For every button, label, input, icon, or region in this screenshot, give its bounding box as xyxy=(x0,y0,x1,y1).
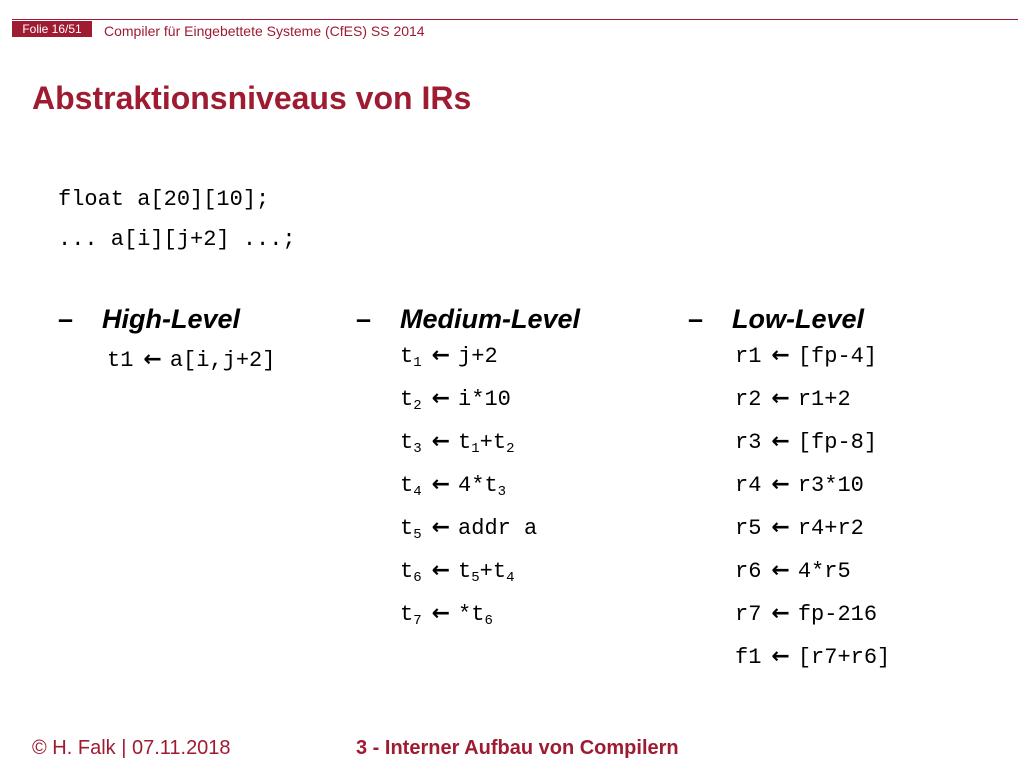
low-line-1 xyxy=(735,342,877,371)
assign-arrow-icon: ← xyxy=(431,601,451,626)
low-line-2 xyxy=(735,385,851,414)
code-expression: ... a[i][j+2] ...; xyxy=(58,227,296,252)
low-rhs: [r7+r6] xyxy=(797,645,891,670)
high-level-dash: – xyxy=(58,304,74,334)
page-title: Abstraktionsniveaus von IRs xyxy=(32,80,472,116)
low-line-4 xyxy=(735,471,864,500)
medium-lhs: $t_2$ xyxy=(400,387,422,414)
course-title: Compiler für Eingebettete Systeme (CfES) SS 2014 xyxy=(104,23,425,39)
medium-rhs: $+t_4$ xyxy=(479,559,515,586)
low-level-heading xyxy=(688,302,864,336)
medium-rhs-subscript: 3 xyxy=(497,484,507,500)
medium-line-2 xyxy=(400,385,511,414)
medium-line-4 xyxy=(400,471,506,500)
high-rhs: a[i,j+2] xyxy=(169,348,276,373)
low-line-3 xyxy=(735,428,877,457)
medium-lhs-subscript: 3 xyxy=(413,441,422,457)
low-lhs: r4 xyxy=(735,473,762,498)
medium-lhs: $t_7$ xyxy=(400,602,422,629)
medium-rhs-subscript: 6 xyxy=(484,613,493,629)
medium-rhs: addr a xyxy=(458,516,538,541)
medium-rhs-subscript: 2 xyxy=(506,441,515,457)
low-rhs: r3*10 xyxy=(797,473,864,498)
medium-lhs: $t_6$ xyxy=(400,559,422,586)
high-level-title: High-Level xyxy=(102,304,241,334)
medium-lhs-subscript: 2 xyxy=(413,398,422,414)
medium-lhs: $t_1$ xyxy=(400,344,422,371)
assign-arrow-icon: ← xyxy=(771,343,790,368)
low-line-7 xyxy=(735,600,877,629)
low-lhs: r5 xyxy=(735,516,762,541)
assign-arrow-icon: ← xyxy=(143,347,162,372)
medium-rhs: j+2 xyxy=(458,344,498,369)
medium-lhs: $t_5$ xyxy=(400,516,422,543)
footer-chapter: 3 - Interner Aufbau von Compilern xyxy=(356,737,679,759)
low-rhs: [fp-8] xyxy=(797,430,878,455)
low-level-dash: – xyxy=(688,304,704,334)
medium-lhs-subscript: 5 xyxy=(413,527,422,543)
low-lhs: r6 xyxy=(735,559,762,584)
low-line-5 xyxy=(735,514,864,543)
medium-lhs: $t_3$ xyxy=(400,430,422,457)
low-lhs: r7 xyxy=(735,602,762,627)
low-rhs: [fp-4] xyxy=(797,344,878,369)
medium-rhs-subscript: 4 xyxy=(506,570,515,586)
assign-arrow-icon: ← xyxy=(771,601,790,626)
code-declaration: float a[20][10]; xyxy=(58,187,270,212)
low-lhs: f1 xyxy=(735,645,762,670)
medium-rhs: $t_5$ xyxy=(458,559,480,586)
assign-arrow-icon: ← xyxy=(431,472,451,497)
low-rhs: fp-216 xyxy=(797,602,878,627)
low-lhs: r3 xyxy=(735,430,762,455)
assign-arrow-icon: ← xyxy=(771,644,790,669)
medium-line-7 xyxy=(400,600,493,629)
medium-lhs-subscript: 4 xyxy=(413,484,422,500)
medium-level-title: Medium-Level xyxy=(400,304,581,334)
assign-arrow-icon: ← xyxy=(431,429,451,454)
medium-rhs: i*10 xyxy=(458,387,511,412)
medium-rhs: $+t_2$ xyxy=(479,430,515,457)
medium-rhs: $t_1$ xyxy=(458,430,480,457)
medium-lhs-subscript: 1 xyxy=(413,355,422,371)
medium-rhs-subscript: 5 xyxy=(471,570,480,586)
medium-rhs: $4*t_3$ xyxy=(458,473,507,500)
medium-level-dash: – xyxy=(356,304,372,334)
medium-level-heading xyxy=(356,302,580,336)
assign-arrow-icon: ← xyxy=(771,472,790,497)
low-rhs: r4+r2 xyxy=(797,516,864,541)
medium-rhs-subscript: 1 xyxy=(471,441,480,457)
medium-line-6 xyxy=(400,557,514,586)
assign-arrow-icon: ← xyxy=(771,558,790,583)
assign-arrow-icon: ← xyxy=(771,515,790,540)
low-lhs: r2 xyxy=(735,387,762,412)
low-level-title: Low-Level xyxy=(732,304,865,334)
assign-arrow-icon: ← xyxy=(431,558,451,583)
slide-number-badge: Folie 16/51 xyxy=(12,21,92,37)
high-level-heading xyxy=(58,302,240,336)
assign-arrow-icon: ← xyxy=(431,343,451,368)
header-divider xyxy=(12,19,1018,20)
medium-line-5 xyxy=(400,514,537,543)
assign-arrow-icon: ← xyxy=(431,386,451,411)
assign-arrow-icon: ← xyxy=(431,515,451,540)
medium-lhs: $t_4$ xyxy=(400,473,422,500)
low-rhs: 4*r5 xyxy=(797,559,851,584)
medium-rhs: $*t_6$ xyxy=(458,602,493,629)
medium-line-1 xyxy=(400,342,498,371)
medium-line-3 xyxy=(400,428,514,457)
low-line-8 xyxy=(735,643,890,672)
low-rhs: r1+2 xyxy=(797,387,851,412)
footer-author: © H. Falk | 07.11.2018 xyxy=(32,737,231,759)
high-lhs: t1 xyxy=(107,348,134,373)
assign-arrow-icon: ← xyxy=(771,386,790,411)
low-lhs: r1 xyxy=(735,344,762,369)
medium-lhs-subscript: 7 xyxy=(413,613,422,629)
assign-arrow-icon: ← xyxy=(771,429,790,454)
low-line-6 xyxy=(735,557,851,586)
high-line-1 xyxy=(107,346,275,375)
medium-lhs-subscript: 6 xyxy=(413,570,422,586)
